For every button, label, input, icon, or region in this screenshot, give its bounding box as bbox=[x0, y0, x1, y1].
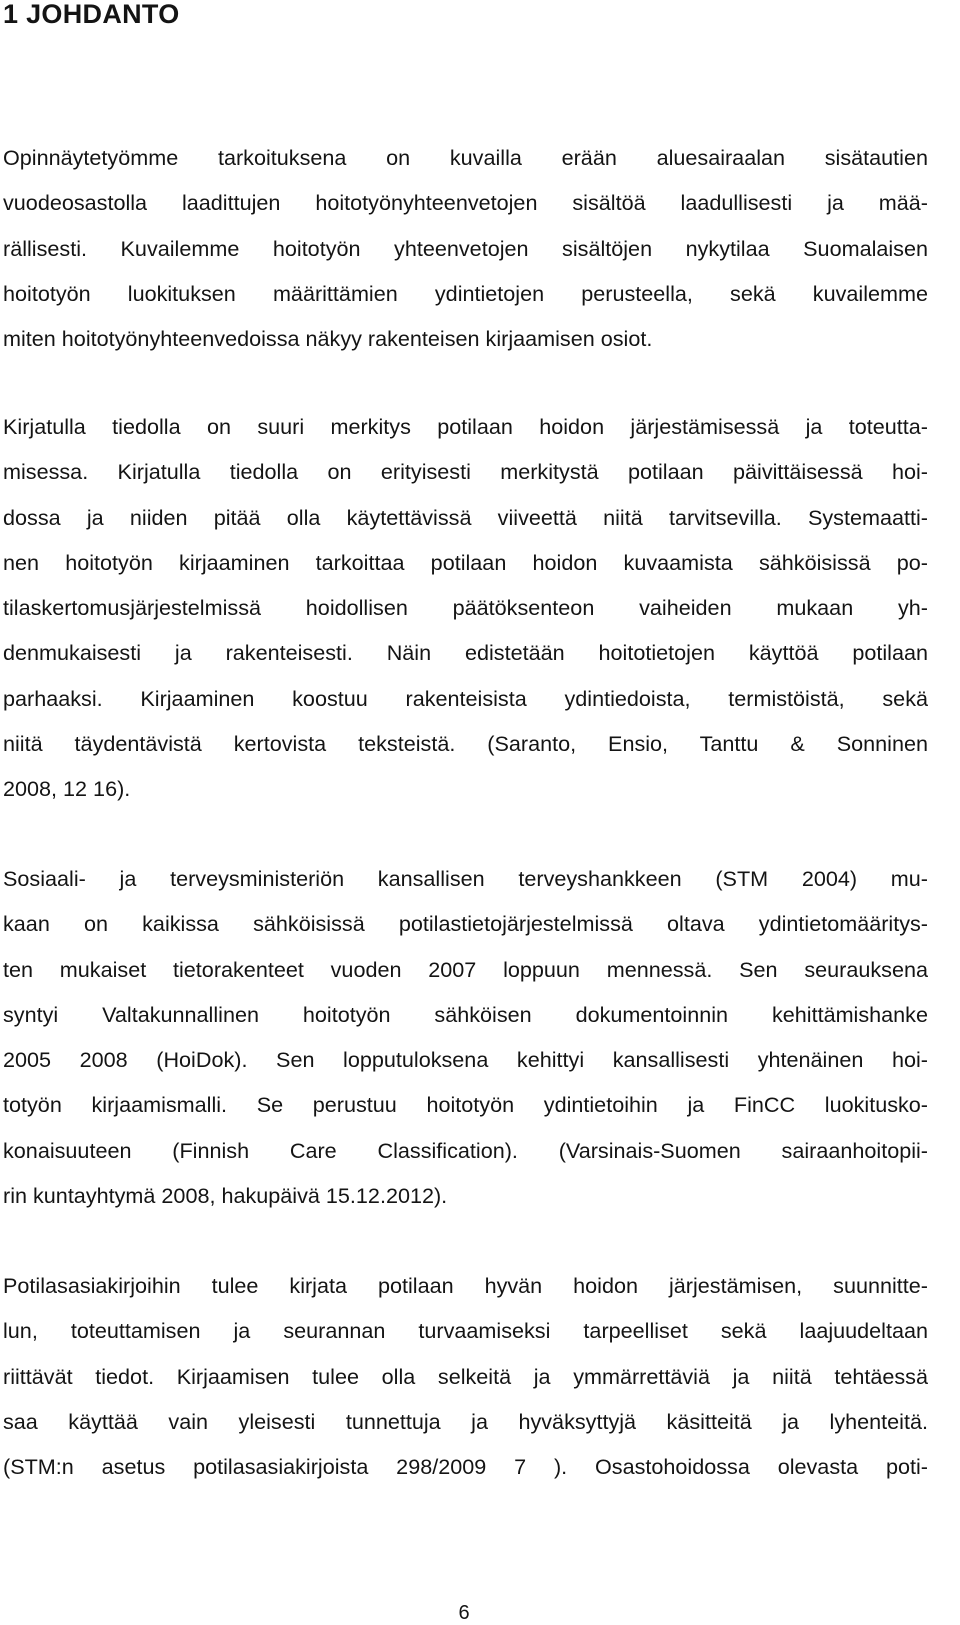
text-line: Potilasasiakirjoihin tulee kirjata potilaan hyvän hoidon järjestämisen, suunnitte- bbox=[3, 1273, 928, 1298]
text-line: totyön kirjaamismalli. Se perustuu hoitotyön ydintietoihin ja FinCC luokitusko- bbox=[3, 1092, 928, 1118]
text-line: dossa ja niiden pitää olla käytettävissä viiveettä niitä tarvitsevilla. Systemaatti- bbox=[3, 504, 928, 530]
paragraph-purpose bbox=[3, 135, 928, 361]
text-line: hoitotyön luokituksen määrittämien ydintietojen perusteella, sekä kuvailemme bbox=[3, 280, 928, 306]
text-line: vuodeosastolla laadittujen hoitotyönyhteenvetojen sisältöä laadullisesti ja mää- bbox=[3, 190, 928, 216]
chapter-heading: 1 JOHDANTO bbox=[3, 0, 180, 29]
text-line: konaisuuteen (Finnish Care Classification). (Varsinais-Suomen sairaanhoitopii- bbox=[3, 1137, 928, 1163]
text-line: parhaaksi. Kirjaaminen koostuu rakenteisista ydintiedoista, termistöistä, sekä bbox=[3, 685, 928, 711]
text-line: Opinnäytetyömme tarkoituksena on kuvailla erään aluesairaalan sisätautien bbox=[3, 145, 928, 170]
text-line: tilaskertomusjärjestelmissä hoidollisen päätöksenteon vaiheiden mukaan yh- bbox=[3, 595, 928, 621]
page-number: 6 bbox=[458, 1602, 470, 1624]
paragraph-national-project bbox=[3, 856, 928, 1218]
text-line: denmukaisesti ja rakenteisesti. Näin edistetään hoitotietojen käyttöä potilaan bbox=[3, 640, 928, 666]
text-line: 2005 2008 (HoiDok). Sen lopputuloksena kehittyi kansallisesti yhtenäinen hoi- bbox=[3, 1047, 928, 1073]
text-line: nen hoitotyön kirjaaminen tarkoittaa potilaan hoidon kuvaamista sähköisissä po- bbox=[3, 549, 928, 575]
text-line: ten mukaiset tietorakenteet vuoden 2007 loppuun mennessä. Sen seurauksena bbox=[3, 956, 928, 982]
paragraph-patient-records bbox=[3, 1263, 928, 1489]
text-line: saa käyttää vain yleisesti tunnettuja ja hyväksyttyjä käsitteitä ja lyhenteitä. bbox=[3, 1408, 928, 1434]
text-line: miten hoitotyönyhteenvedoissa näkyy rakenteisen kirjaamisen osiot. bbox=[3, 326, 653, 352]
text-line: riittävät tiedot. Kirjaamisen tulee olla selkeitä ja ymmärrettäviä ja niitä tehtäessä bbox=[3, 1363, 928, 1389]
text-line: misessa. Kirjatulla tiedolla on erityisesti merkitystä potilaan päivittäisessä hoi- bbox=[3, 459, 928, 485]
text-line: syntyi Valtakunnallinen hoitotyön sähköisen dokumentoinnin kehittämishanke bbox=[3, 1001, 928, 1027]
text-line: Sosiaali- ja terveysministeriön kansallisen terveyshankkeen (STM 2004) mu- bbox=[3, 866, 928, 891]
paragraph-documentation-importance bbox=[3, 404, 928, 812]
text-line: 2008, 12 16). bbox=[3, 776, 131, 802]
text-line: kaan on kaikissa sähköisissä potilastietojärjestelmissä oltava ydintietomääritys- bbox=[3, 911, 928, 937]
text-line: rällisesti. Kuvailemme hoitotyön yhteenvetojen sisältöjen nykytilaa Suomalaisen bbox=[3, 235, 928, 261]
text-line: rin kuntayhtymä 2008, hakupäivä 15.12.2012). bbox=[3, 1183, 448, 1209]
text-line: (STM:n asetus potilasasiakirjoista 298/2009 7 ). Osastohoidossa olevasta poti- bbox=[3, 1454, 928, 1480]
text-line: lun, toteuttamisen ja seurannan turvaamiseksi tarpeelliset sekä laajuudeltaan bbox=[3, 1318, 928, 1344]
text-line: Kirjatulla tiedolla on suuri merkitys potilaan hoidon järjestämisessä ja toteutta- bbox=[3, 414, 928, 439]
text-line: niitä täydentävistä kertovista teksteistä. (Saranto, Ensio, Tanttu & Sonninen bbox=[3, 731, 928, 757]
